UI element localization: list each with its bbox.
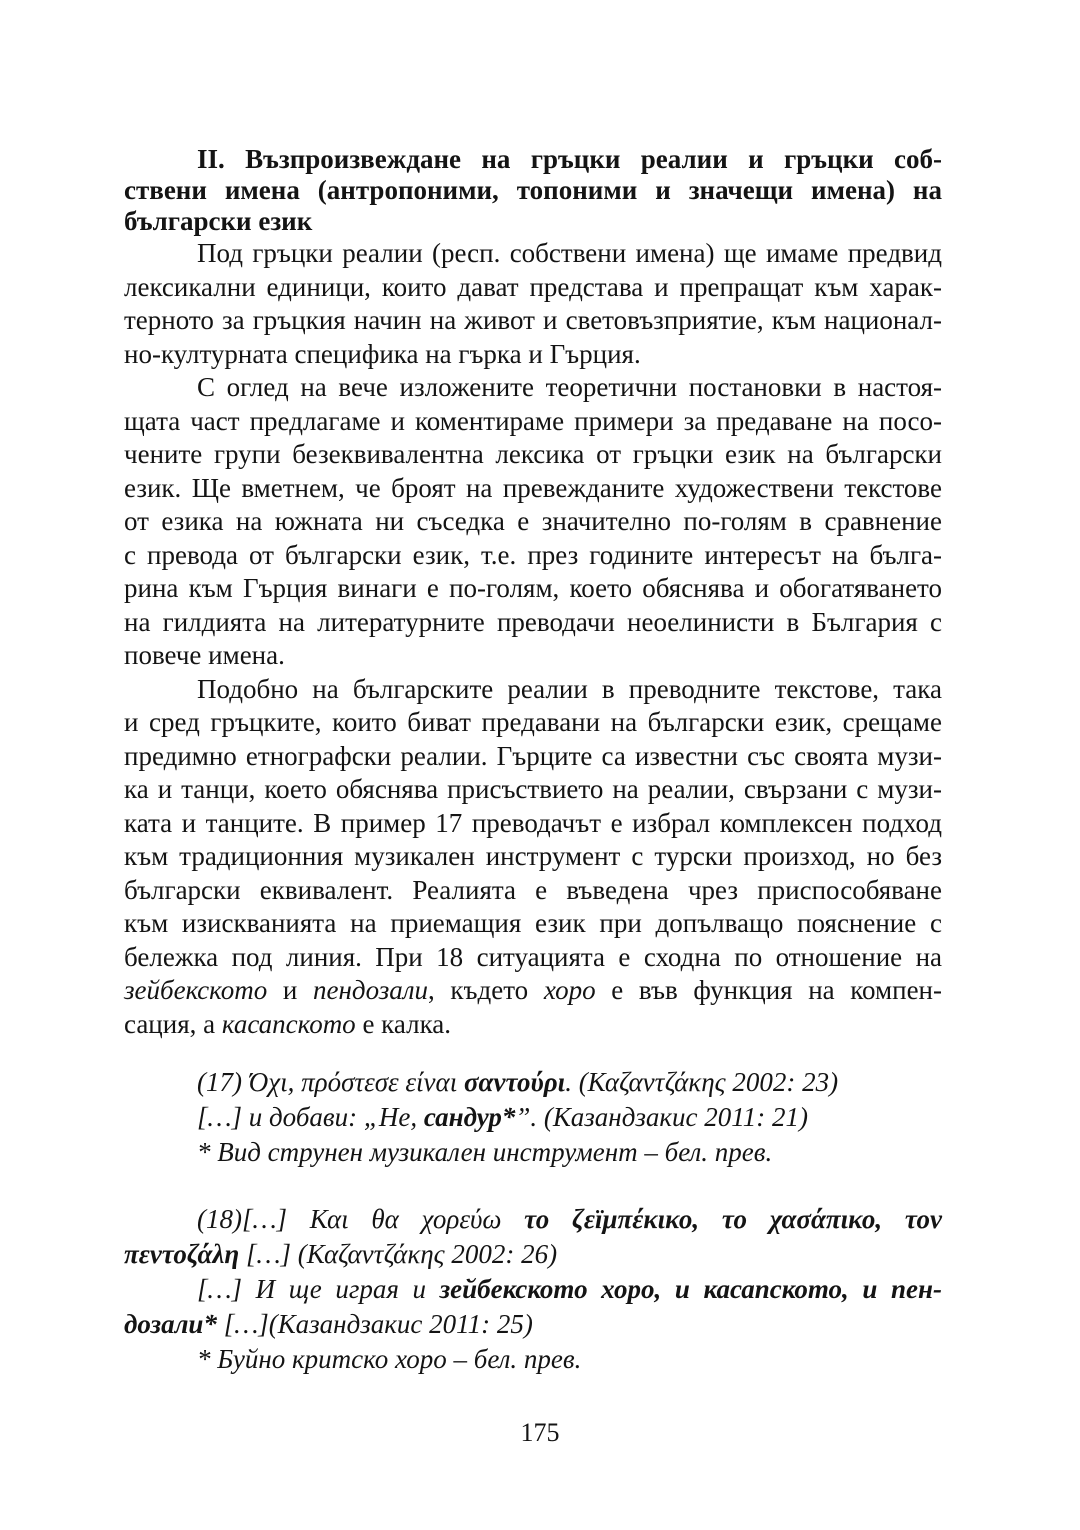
ex18-bulgarian-line-2 bbox=[124, 1307, 942, 1342]
p1-line: терното за гръцкия начин на живот и световъзприятие, към национал- bbox=[124, 305, 942, 335]
p2-line: чените групи безеквивалентна лексика от гръцки език на български bbox=[124, 439, 942, 469]
p3-line: Подобно на българските реалии в преводните текстове, така bbox=[197, 673, 942, 704]
page-number: 175 bbox=[520, 1418, 560, 1447]
p3-line: към традиционния музикален инструмент с турски произход, но без bbox=[124, 841, 942, 871]
example-17 bbox=[124, 1065, 942, 1170]
p1-line: но-културната специфика на гърка и Гърция. bbox=[124, 338, 641, 369]
text-fragment: […] И ще играя и bbox=[197, 1274, 440, 1304]
p2-line: щата част предлагаме и коментираме примери за предаване на посо- bbox=[124, 405, 942, 436]
text-fragment: сация, а bbox=[124, 1008, 222, 1039]
p3-line: бележка под линия. При 18 ситуацията е сходна по отношение на bbox=[124, 941, 942, 972]
paragraph-1 bbox=[124, 237, 942, 371]
term-greek-dances: το ζεϊμπέκικο, το χασάπικο, τον bbox=[524, 1204, 942, 1234]
example-18 bbox=[124, 1202, 942, 1377]
term-pentozali: πεντοζάλη bbox=[124, 1239, 240, 1269]
term-kasap: касапското bbox=[221, 1008, 356, 1039]
p3-line: ката и танците. В пример 17 преводачът е избрал комплексен подход bbox=[124, 807, 942, 838]
p1-line: лексикални единици, които дават представа и препращат към харак- bbox=[124, 271, 942, 302]
p2-line: С оглед на вече изложените теоретични постановки в настоя- bbox=[197, 372, 942, 402]
heading-line-3: български език bbox=[124, 206, 313, 236]
text-fragment: е във функция на компен- bbox=[595, 975, 942, 1005]
p2-line: от езика на южната ни съседка е значително по-голям в сравнение bbox=[124, 506, 942, 536]
ex17-greek-line bbox=[124, 1065, 942, 1100]
p3-line: ка и танци, което обяснява присъствието на реалии, свързани с музи- bbox=[124, 774, 942, 804]
text-fragment: , където bbox=[428, 975, 544, 1005]
p3-line-11 bbox=[124, 1008, 942, 1042]
term-santouri: σαντούρι bbox=[463, 1067, 566, 1097]
term-pendozali: пендозали bbox=[313, 975, 429, 1005]
text-fragment: (17) Όχι, πρόστεσε είναι bbox=[197, 1067, 464, 1097]
p3-line-10 bbox=[124, 974, 942, 1008]
term-dozali: дозали* bbox=[124, 1309, 217, 1339]
p3-line: и сред гръцките, които биват предавани на български език, срещаме bbox=[124, 707, 942, 737]
p2-line: повече имена. bbox=[124, 640, 285, 670]
text-fragment: ”. (Казандзакис 2011: 21) bbox=[515, 1102, 808, 1132]
ex17-bulgarian-line bbox=[124, 1100, 942, 1135]
section-heading bbox=[124, 144, 942, 237]
p2-line: език. Ще вметнем, че броят на превежданите художествени текстове bbox=[124, 472, 942, 503]
text-fragment: . (Καζαντζάκης 2002: 23) bbox=[565, 1067, 839, 1097]
ex18-footnote: * Буйно критско хоро – бел. прев. bbox=[197, 1344, 582, 1374]
p3-line: към изискванията на приемащия език при допълващо пояснение с bbox=[124, 908, 942, 938]
ex18-bulgarian-line-1 bbox=[124, 1272, 942, 1307]
text-fragment: е калка. bbox=[355, 1008, 452, 1039]
heading-line-1: II. Възпроизвеждане на гръцки реалии и гръцки соб- bbox=[197, 144, 942, 174]
p3-line: предимно етнографски реалии. Гърците са известни със своята музи- bbox=[124, 740, 942, 771]
page-content bbox=[124, 144, 942, 1377]
term-bulgarian-dances: зейбекското хоро, и касапското, и пен- bbox=[439, 1274, 942, 1304]
p2-line: на гилдията на литературните преводачи неоелинисти в България с bbox=[124, 606, 942, 637]
text-fragment: […] и добави: „Не, bbox=[197, 1102, 424, 1132]
p3-line: български еквивалент. Реалията е въведена чрез приспособяване bbox=[124, 874, 942, 905]
text-fragment: (18)[…] Και θα χορεύω bbox=[197, 1204, 525, 1234]
p2-line: с превода от български език, т.е. през годините интересът на бълга- bbox=[124, 539, 942, 570]
term-zeybek: зейбекското bbox=[124, 975, 268, 1005]
text-fragment: и bbox=[267, 975, 314, 1005]
ex18-greek-line-2 bbox=[124, 1237, 942, 1272]
paragraph-2 bbox=[124, 371, 942, 673]
p1-line: Под гръцки реалии (респ. собствени имена) ще имаме предвид bbox=[197, 238, 942, 268]
ex17-footnote: * Вид струнен музикален инструмент – бел. прев. bbox=[197, 1137, 773, 1167]
heading-line-2: ствени имена (антропоними, топоними и значещи имена) на bbox=[124, 175, 942, 205]
p2-line: рина към Гърция винаги е по-голям, което обяснява и обогатяването bbox=[124, 573, 942, 603]
text-fragment: […](Казандзакис 2011: 25) bbox=[216, 1309, 533, 1339]
text-fragment: […] (Καζαντζάκης 2002: 26) bbox=[239, 1239, 558, 1269]
term-sandur: сандур* bbox=[423, 1102, 516, 1132]
paragraph-3 bbox=[124, 673, 942, 1042]
term-horo: хоро bbox=[543, 975, 596, 1005]
ex18-greek-line-1 bbox=[124, 1202, 942, 1237]
